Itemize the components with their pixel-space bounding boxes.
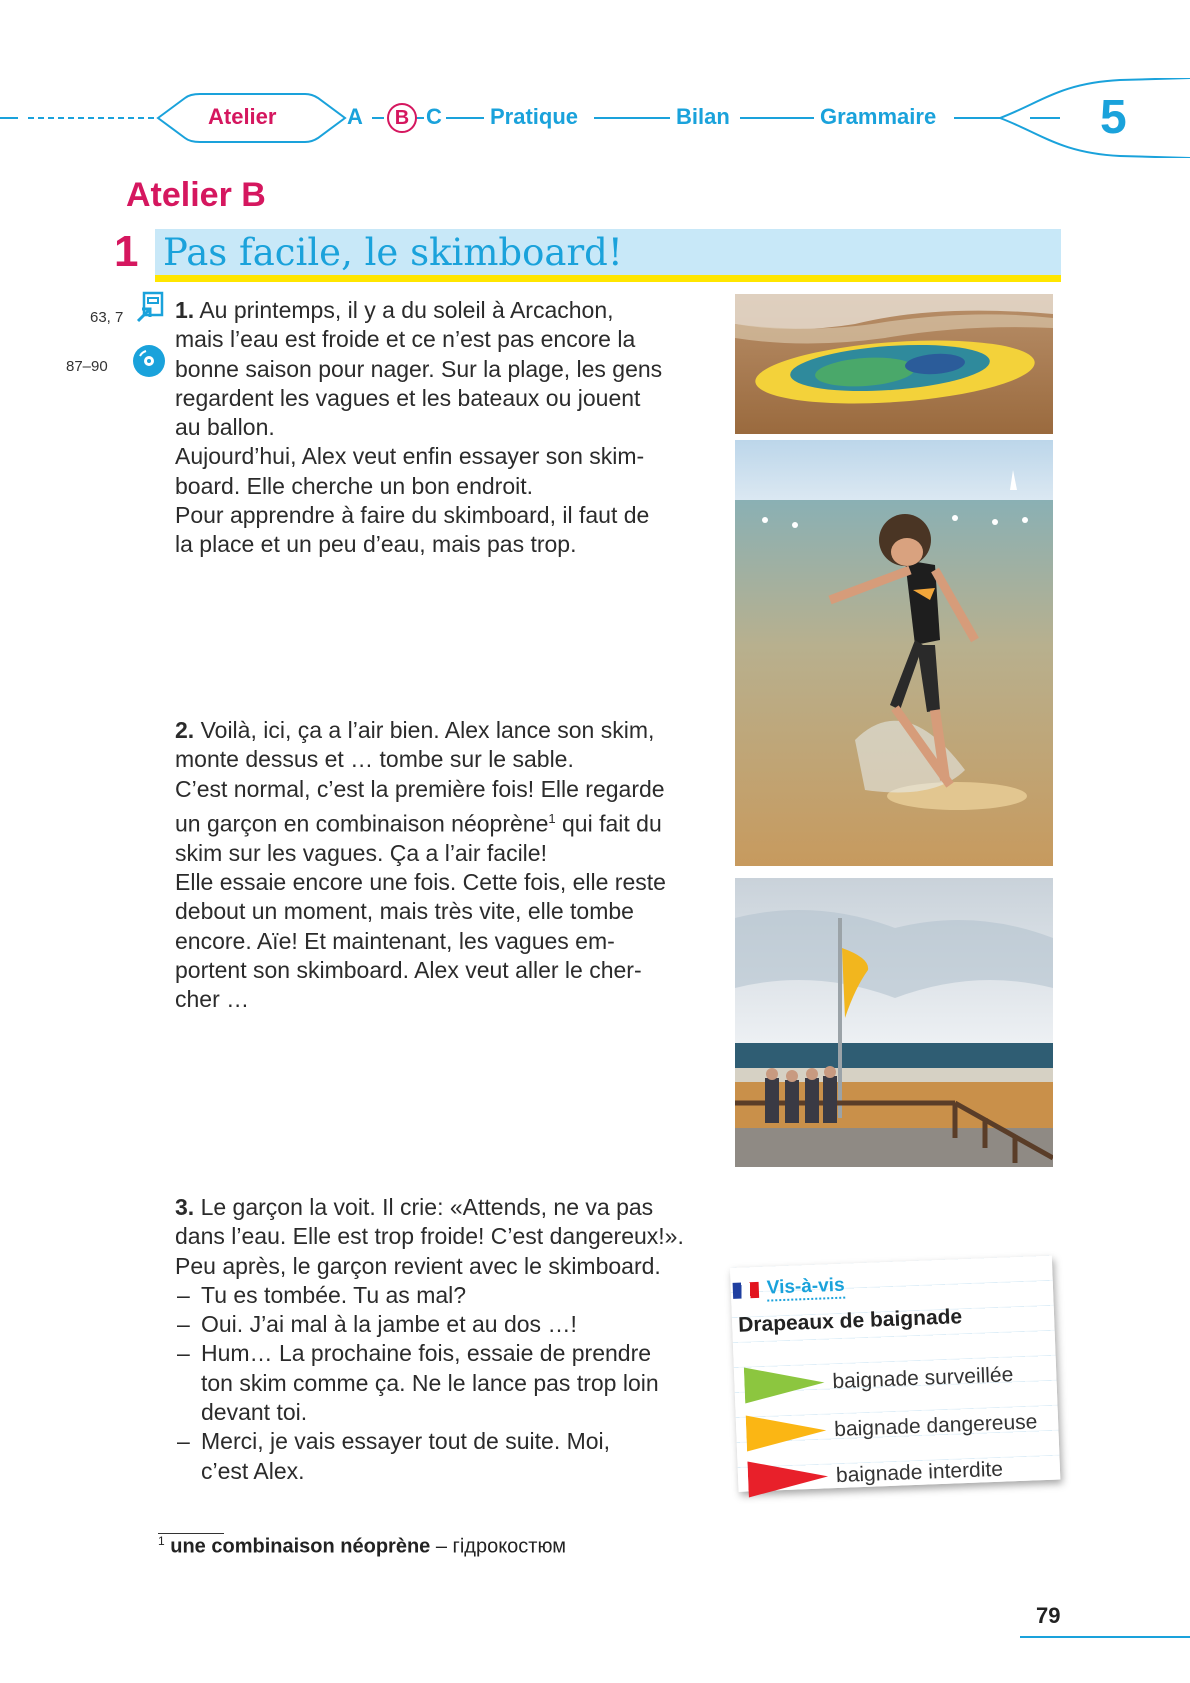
french-flag-icon: [733, 1282, 760, 1299]
audio-cd-icon[interactable]: [132, 344, 166, 378]
flag-row-dangereuse: [746, 1402, 1047, 1453]
chapter-number: 5: [1100, 91, 1127, 144]
flag-label: baignade dangereuse: [833, 1410, 1038, 1442]
paragraph-1: [175, 296, 730, 560]
nav-tab-bilan[interactable]: Bilan: [676, 104, 730, 129]
text-line: Voilà, ici, ça a l’air bien. Alex lance son skim,: [200, 717, 655, 743]
footnote-mark: 1: [158, 1534, 165, 1548]
text-line: – Merci, je vais essayer tout de suite. Moi,: [201, 1428, 611, 1455]
text-line: skim sur les vagues. Ça a l’air facile!: [175, 839, 547, 866]
text-line: bonne saison pour nager. Sur la plage, les gens: [175, 355, 663, 382]
text-line: la place et un peu d’eau, mais pas trop.: [175, 531, 577, 558]
section-title: Pas facile, le skimboard!: [163, 231, 623, 274]
footnote-term: une combinaison néoprène: [170, 1535, 431, 1558]
text-line: Aujourd’hui, Alex veut enfin essayer son skim-: [175, 443, 645, 470]
text-line: Elle essaie encore une fois. Cette fois, elle reste: [175, 869, 666, 896]
text-line: monte dessus et … tombe sur le sable.: [175, 746, 574, 773]
nav-tab-atelier[interactable]: Atelier: [208, 104, 277, 129]
vis-a-vis-tab: [732, 1274, 845, 1304]
paragraph-number: 3.: [175, 1194, 195, 1220]
page-number-rule: [1020, 1636, 1190, 1638]
orange-pennant-icon: [746, 1410, 827, 1453]
page-number: 79: [1036, 1603, 1061, 1628]
text-line: cher …: [175, 986, 250, 1013]
text-line: debout un moment, mais très vite, elle tombe: [175, 898, 634, 925]
paragraph-number: 1.: [175, 297, 195, 323]
flag-label: baignade surveillée: [831, 1363, 1014, 1394]
workbook-reference: 63, 7: [90, 309, 124, 326]
paragraph-2: [175, 716, 730, 1015]
paragraph-3: [175, 1193, 730, 1486]
text-line: board. Elle cherche un bon endroit.: [175, 472, 534, 499]
text-line: C’est normal, c’est la première fois! Elle regarde: [175, 775, 665, 802]
section-title-bar: [155, 229, 1061, 282]
footnote-marker[interactable]: 1: [548, 810, 556, 826]
green-pennant-icon: [744, 1362, 825, 1405]
vis-a-vis-heading: Drapeaux de baignade: [737, 1305, 963, 1337]
text-line: Le garçon la voit. Il crie: «Attends, ne va pas: [200, 1194, 654, 1220]
exercise-book-icon[interactable]: [136, 291, 166, 323]
dialogue-list: [175, 1281, 730, 1486]
dialogue-line: [175, 1339, 730, 1427]
dialogue-line: [175, 1427, 730, 1486]
photo-skimboard-on-sand: [735, 294, 1053, 434]
text-line: regardent les vagues et les bateaux ou jouent: [175, 384, 641, 411]
text-line: Oui. J’ai mal à la jambe et au dos …!: [201, 1311, 577, 1338]
red-pennant-icon: [747, 1456, 828, 1499]
text-line: Peu après, le garçon revient avec le skimboard.: [175, 1252, 661, 1279]
dialogue-line: [175, 1310, 730, 1339]
text-line: encore. Aïe! Et maintenant, les vagues em-: [175, 927, 615, 954]
nav-tab-b-current[interactable]: B: [387, 103, 417, 133]
photo-beach-flag: [735, 878, 1053, 1167]
footnote: [158, 1534, 566, 1559]
text-line: portent son skimboard. Alex veut aller le cher-: [175, 957, 642, 984]
chapter-navigation-lines: [0, 78, 1190, 158]
text-line: au ballon.: [175, 414, 275, 441]
text-line: mais l’eau est froide et ce n’est pas encore la: [175, 326, 636, 353]
audio-track-reference: 87–90: [66, 358, 108, 375]
nav-tab-grammaire[interactable]: Grammaire: [820, 104, 937, 129]
text-line: devant toi.: [201, 1399, 308, 1426]
flag-row-surveillee: [744, 1354, 1045, 1405]
flag-label: baignade interdite: [835, 1457, 1004, 1488]
text-line: – Hum… La prochaine fois, essaie de prendre: [201, 1340, 652, 1367]
nav-tab-c[interactable]: C: [426, 104, 442, 129]
footnote-translation: – гідрокостюм: [435, 1535, 566, 1558]
text-line: Au printemps, il y a du soleil à Arcachon,: [199, 297, 614, 323]
text-line: Pour apprendre à faire du skimboard, il faut de: [175, 502, 650, 529]
atelier-title: Atelier B: [126, 176, 266, 214]
text-line: qui fait du: [562, 810, 662, 837]
text-line: Tu es tombée. Tu as mal?: [201, 1281, 467, 1308]
dialogue-line: [175, 1281, 730, 1310]
text-line: ton skim comme ça. Ne le lance pas trop loin: [201, 1369, 659, 1396]
text-line: dans l’eau. Elle est trop froide! C’est dangereux!».: [175, 1223, 684, 1250]
nav-tab-a[interactable]: A: [347, 104, 363, 129]
text-line: un garçon en combinaison néoprène: [175, 810, 549, 837]
flag-row-interdite: [747, 1448, 1048, 1499]
vis-a-vis-label: Vis-à-vis: [766, 1275, 845, 1302]
photo-boy-skimboarding: [735, 440, 1053, 866]
nav-tab-pratique[interactable]: Pratique: [490, 104, 579, 129]
vis-a-vis-card: [730, 1256, 1060, 1492]
paragraph-number: 2.: [175, 717, 195, 743]
section-number: 1: [114, 227, 139, 276]
text-line: c’est Alex.: [201, 1457, 305, 1484]
